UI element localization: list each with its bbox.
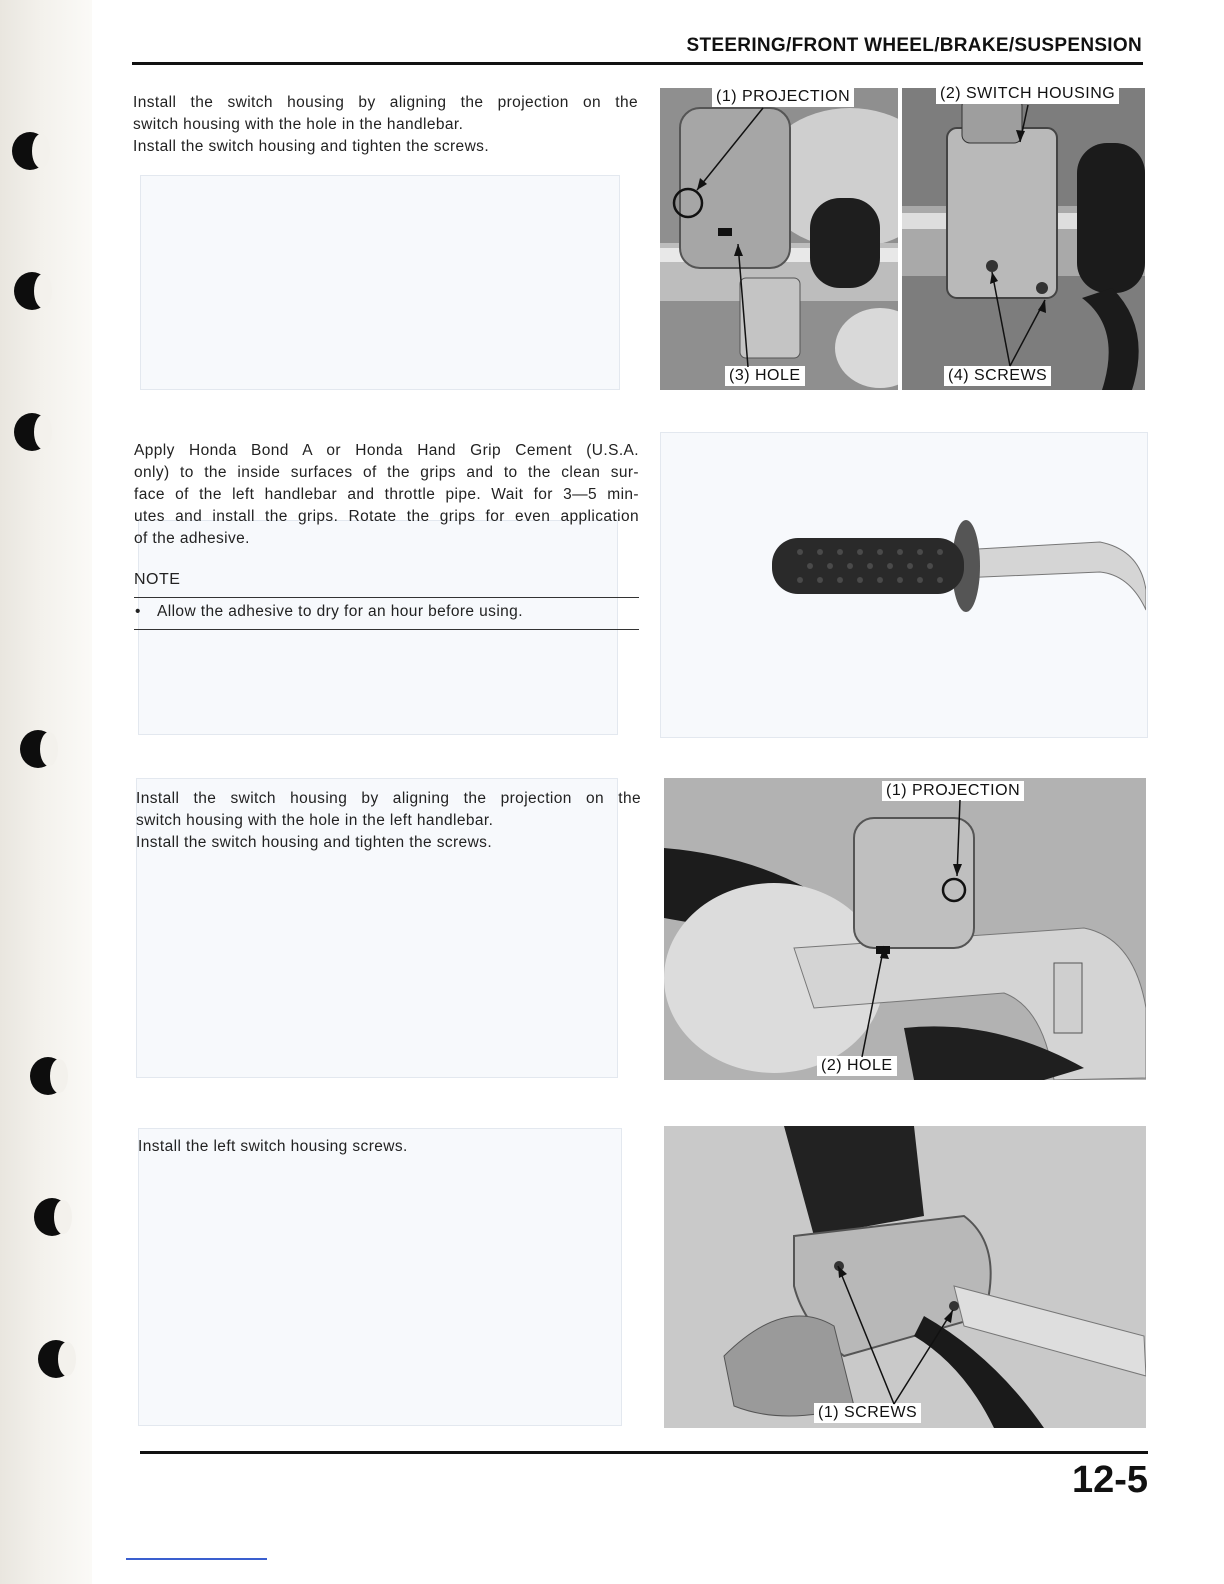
callout-hole: (2) HOLE bbox=[817, 1056, 897, 1076]
text-line: face of the left handlebar and throttle pipe. Wait for 3—5 min- bbox=[134, 486, 639, 503]
text-line: of the adhesive. bbox=[134, 530, 250, 547]
step-2-text bbox=[134, 440, 639, 550]
callout-hole: (3) HOLE bbox=[725, 366, 805, 386]
photo-left-switch-housing bbox=[664, 778, 1146, 1080]
text-line: only) to the inside surfaces of the grips and to the clean sur- bbox=[134, 464, 639, 481]
step-1-text bbox=[133, 92, 638, 158]
text-line: Install the switch housing by aligning the projection on the bbox=[133, 94, 638, 111]
punch-hole bbox=[34, 1198, 70, 1236]
text-line: Install the left switch housing screws. bbox=[138, 1138, 408, 1155]
note-item bbox=[135, 603, 523, 621]
text-line: switch housing with the hole in the handlebar. bbox=[133, 116, 464, 133]
photo-grip bbox=[770, 520, 1146, 620]
text-line: Install the switch housing and tighten the screws. bbox=[136, 834, 493, 851]
step-4-text bbox=[138, 1136, 643, 1158]
page-number: 12-5 bbox=[1071, 1459, 1148, 1501]
punch-hole bbox=[30, 1057, 66, 1095]
punch-hole bbox=[38, 1340, 74, 1378]
section-title: STEERING/FRONT WHEEL/BRAKE/SUSPENSION bbox=[686, 35, 1142, 56]
photo-right-switch-housing-screws bbox=[902, 88, 1145, 390]
punch-hole bbox=[14, 413, 50, 451]
bullet: • bbox=[135, 603, 141, 620]
callout-projection: (1) PROJECTION bbox=[712, 87, 854, 107]
text-line: Install the switch housing by aligning the projection on the bbox=[136, 790, 641, 807]
note-rule bbox=[134, 629, 639, 630]
header-rule bbox=[132, 62, 1143, 65]
text-line: Install the switch housing and tighten the screws. bbox=[133, 138, 490, 155]
note-text: Allow the adhesive to dry for an hour before using. bbox=[157, 603, 523, 620]
note-rule bbox=[134, 597, 639, 598]
punch-hole bbox=[20, 730, 56, 768]
bleed-through bbox=[140, 175, 620, 390]
step-3-text bbox=[136, 788, 641, 854]
callout-switch-housing: (2) SWITCH HOUSING bbox=[936, 84, 1119, 104]
punch-hole bbox=[12, 132, 48, 170]
photo-left-switch-screws bbox=[664, 1126, 1146, 1428]
text-line: switch housing with the hole in the left handlebar. bbox=[136, 812, 494, 829]
text-line: Apply Honda Bond A or Honda Hand Grip Cement (U.S.A. bbox=[134, 442, 639, 459]
footer-rule bbox=[140, 1451, 1148, 1454]
bleed-through bbox=[138, 1128, 622, 1426]
note-label: NOTE bbox=[134, 571, 181, 588]
callout-screws: (1) SCREWS bbox=[814, 1403, 921, 1423]
photo-right-switch-housing-projection bbox=[660, 88, 898, 390]
punch-hole bbox=[14, 272, 50, 310]
underline-decoration bbox=[126, 1558, 267, 1560]
callout-screws: (4) SCREWS bbox=[944, 366, 1051, 386]
text-line: utes and install the grips. Rotate the grips for even application bbox=[134, 508, 639, 525]
callout-projection: (1) PROJECTION bbox=[882, 781, 1024, 801]
bleed-through bbox=[138, 520, 618, 735]
